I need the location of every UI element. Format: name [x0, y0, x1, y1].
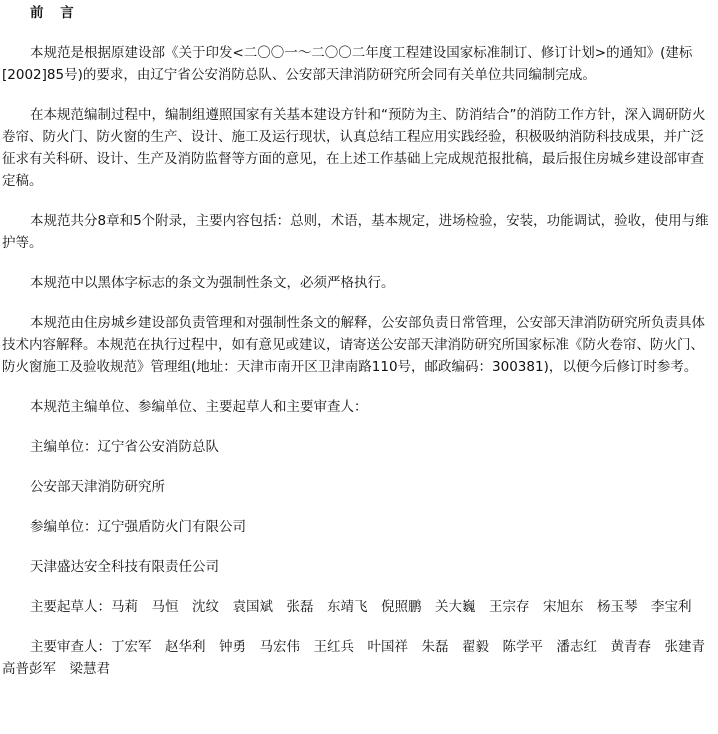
chief-unit: 主编单位：辽宁省公安消防总队	[30, 439, 219, 455]
participating-unit-2: 天津盛达安全科技有限责任公司	[30, 559, 219, 575]
paragraph-units-intro: 本规范主编单位、参编单位、主要起草人和主要审查人：	[30, 399, 368, 415]
paragraph-contents: 本规范共分8章和5个附录，主要内容包括：总则，术语，基本规定，进场检验，安装，功能调试，验收，使用与维护等。	[2, 213, 709, 251]
paragraph-mandatory: 本规范中以黑体字标志的条文为强制性条文，必须严格执行。	[30, 275, 395, 291]
section-heading: 前 言	[30, 5, 80, 21]
document-page	[0, 2, 718, 734]
paragraph-process: 在本规范编制过程中，编制组遵照国家有关基本建设方针和“预防为主、防消结合”的消防工作方针，深入调研防火卷帘、防火门、防火窗的生产、设计、施工及运行现状，认真总结工程应用实践经验，积极吸纳消防科技成果，并广泛征求有关科研、设计、生产及消防监督等方面的意见，在上述工作基础上完成规范报批稿，最后报住房城乡建设部审查定稿。	[2, 107, 706, 189]
main-reviewers: 主要审查人：丁宏军 赵华利 钟勇 马宏伟 王红兵 叶国祥 朱磊 翟毅 陈学平 潘志红 黄青春 张建青 高普彭军 梁慧君	[2, 639, 718, 677]
paragraph-basis: 本规范是根据原建设部《关于印发<二〇〇一～二〇〇二年度工程建设国家标准制订、修订计划>的通知》(建标[2002]85号)的要求，由辽宁省公安消防总队、公安部天津消防研究所会同有关单位共同编制完成。	[2, 45, 693, 83]
main-drafters: 主要起草人：马莉 马恒 沈纹 袁国斌 张磊 东靖飞 倪照鹏 关大巍 王宗存 宋旭东 杨玉琴 李宝利	[30, 599, 692, 615]
paragraph-management: 本规范由住房城乡建设部负责管理和对强制性条文的解释，公安部负责日常管理，公安部天津消防研究所负责具体技术内容解释。本规范在执行过程中，如有意见或建议，请寄送公安部天津消防研究所国家标准《防火卷帘、防火门、防火窗施工及验收规范》管理组(地址：天津市南开区卫津南路110号，邮政编码：300381)，以便今后修订时参考。	[2, 315, 705, 375]
participating-unit: 参编单位：辽宁强盾防火门有限公司	[30, 519, 246, 535]
chief-unit-2: 公安部天津消防研究所	[30, 479, 165, 495]
